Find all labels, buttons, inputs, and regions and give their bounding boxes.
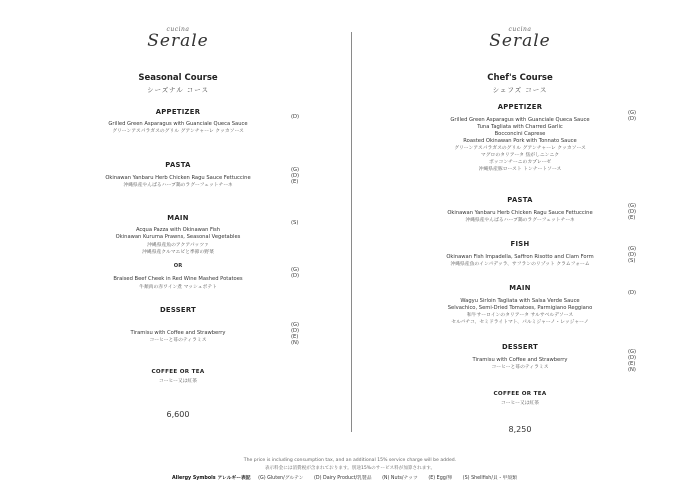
course-title: Seasonal Course xyxy=(138,73,218,83)
allergen-codes: (G)(D)(E) xyxy=(628,203,637,221)
section-heading-appetizer: APPETIZER xyxy=(497,103,543,111)
course-title-jp: シェフズ コース xyxy=(492,86,548,94)
menu-item-jp: 沖縄県産豚ロースト トンナートソース xyxy=(478,167,562,172)
menu-item: Braised Beef Cheek in Red Wine Mashed Potatoes xyxy=(113,276,243,282)
chefs-course-column xyxy=(410,0,637,493)
coffee-heading: COFFEE OR TEA xyxy=(493,391,547,397)
menu-item: Roasted Okinawan Pork with Tonnato Sauce xyxy=(463,138,577,144)
allergen-codes: (G)(D) xyxy=(291,267,300,279)
menu-item: Okinawan Yanbaru Herb Chicken Ragu Sauce Fettuccine xyxy=(447,210,593,216)
section-heading-dessert: DESSERT xyxy=(501,343,539,351)
seasonal-course-column xyxy=(60,0,300,493)
coffee-jp: コーヒー又は紅茶 xyxy=(158,379,198,384)
course-price: 6,600 xyxy=(166,410,190,419)
menu-item-jp: マグロのタリアータ 焦がしニンニク xyxy=(480,153,560,158)
menu-item: Acqua Pazza with Okinawan Fish xyxy=(135,227,221,233)
menu-item: Tiramisu with Coffee and Strawberry xyxy=(130,330,226,336)
menu-item: Okinawan Yanbaru Herb Chicken Ragu Sauce Fettuccine xyxy=(105,175,251,181)
course-price: 8,250 xyxy=(508,425,532,434)
menu-item-jp: 沖縄県産やんばるハーブ鶏のラグーフェットチーネ xyxy=(465,218,575,223)
allergen-codes: (G)(D) xyxy=(628,110,637,122)
menu-item-jp: コーヒーと苺のティラミス xyxy=(149,338,207,343)
coffee-jp: コーヒー又は紅茶 xyxy=(500,401,540,406)
menu-item-jp: 沖縄県産クルマエビと季節の野菜 xyxy=(142,250,214,255)
menu-item: Okinawan Kuruma Prawns, Seasonal Vegetables xyxy=(115,234,241,240)
allergen-codes: (G)(D)(E)(N) xyxy=(628,349,637,373)
brand-small: cucina xyxy=(508,26,532,33)
menu-item: Okinawan Fish Impadella, Saffron Risotto and Clam Form xyxy=(446,254,594,260)
section-heading-pasta: PASTA xyxy=(507,196,533,204)
section-heading-main: MAIN xyxy=(167,214,189,222)
allergy-legend xyxy=(172,474,526,481)
allergen-codes: (S) xyxy=(291,220,299,226)
allergen-codes: (D) xyxy=(291,114,300,120)
section-heading-dessert: DESSERT xyxy=(159,306,197,314)
tax-note-jp: 表示料金には消費税が含まれております。別途15%のサービス料が加算されます。 xyxy=(264,466,436,471)
allergy-legend-label: Allergy Symbols アレルギー表記 xyxy=(172,476,251,481)
menu-item-jp: ボッコンチーニのカプレーゼ xyxy=(488,160,552,165)
menu-item-jp: セルバチコ、セミドライトマト、パルミジャーノ・レッジャーノ xyxy=(451,320,589,325)
menu-item-jp: 沖縄県産魚のアクアパッツァ xyxy=(147,243,209,248)
menu-item: Wagyu Sirloin Tagliata with Salsa Verde Sauce xyxy=(460,298,580,304)
menu-item-jp: グリーンアスパラガスのグリル グアンチャーレ クッカソース xyxy=(112,129,244,134)
brand-logo: Serale xyxy=(147,31,209,51)
legend-entry: (E) Egg/卵 xyxy=(428,476,453,481)
allergen-codes: (G)(D)(S) xyxy=(628,246,637,264)
menu-item-jp: 沖縄県産やんばるハーブ鶏のラグーフェットチーネ xyxy=(123,183,233,188)
legend-entry: (G) Gluten/グルテン xyxy=(258,476,304,481)
section-heading-fish: FISH xyxy=(510,240,530,248)
brand-small: cucina xyxy=(166,26,190,33)
section-heading-main: MAIN xyxy=(509,284,531,292)
menu-item: Tiramisu with Coffee and Strawberry xyxy=(472,357,568,363)
allergen-codes: (G)(D)(E) xyxy=(291,167,300,185)
coffee-heading: COFFEE OR TEA xyxy=(151,369,205,375)
menu-item-jp: 和牛サーロインのタリアータ サルサベルデソース xyxy=(466,313,574,318)
tax-note: The price is including consumption tax, and an additional 15% service charge will be added. xyxy=(243,458,457,463)
brand-logo: Serale xyxy=(489,31,551,51)
menu-item-jp: 牛頬肉の赤ワイン煮 マッシュポテト xyxy=(139,285,217,290)
menu-item-jp: コーヒーと苺のティラミス xyxy=(491,365,549,370)
allergen-codes: (G)(D)(E)(N) xyxy=(291,322,300,346)
allergen-codes: (D) xyxy=(628,290,637,296)
legend-entry: (D) Dairy Product/乳製品 xyxy=(314,476,372,481)
legend-entry: (N) Nuts/ナッツ xyxy=(382,476,418,481)
course-title: Chef's Course xyxy=(487,73,553,83)
menu-item: Selvachico, Semi-Dried Tomatoes, Parmigiano Reggiano xyxy=(447,305,593,311)
menu-item: Tuna Tagliata with Charred Garlic xyxy=(477,124,563,130)
menu-item-jp: グリーンアスパラガスのグリル グアンチャーレ クッカソース xyxy=(454,146,586,151)
menu-item-jp: 沖縄県産魚のインパデッラ、サフランのリゾット クラムフォーム xyxy=(450,262,590,267)
section-heading-pasta: PASTA xyxy=(165,161,191,169)
legend-entry: (S) Shellfish/貝・甲殻類 xyxy=(462,476,517,481)
course-title-jp: シーズナル コース xyxy=(147,86,209,94)
or-separator: OR xyxy=(173,263,183,269)
column-divider xyxy=(351,32,352,432)
menu-item: Grilled Green Asparagus with Guanciale Queca Sauce xyxy=(450,117,590,123)
menu-item: Grilled Green Asparagus with Guanciale Queca Sauce xyxy=(108,121,248,127)
section-heading-appetizer: APPETIZER xyxy=(155,108,201,116)
menu-item: Bocconcini Caprese xyxy=(494,131,546,137)
